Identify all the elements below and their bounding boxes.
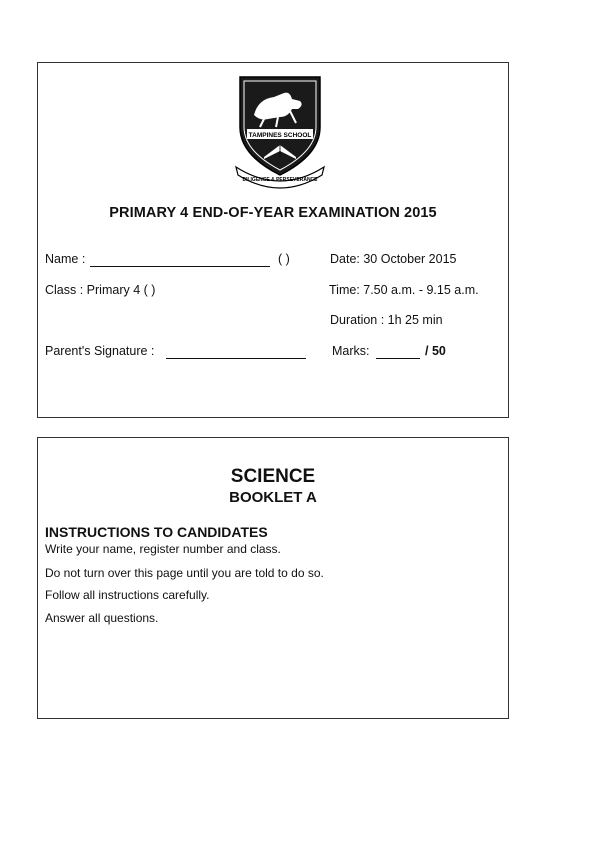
crest-banner-bottom: DILIGENCE & PERSEVERANCE: [242, 177, 318, 183]
marks-total: / 50: [425, 344, 446, 358]
exam-duration: Duration : 1h 25 min: [330, 313, 443, 327]
instruction-item: Do not turn over this page until you are told to do so.: [45, 566, 324, 580]
exam-title: PRIMARY 4 END-OF-YEAR EXAMINATION 2015: [109, 205, 437, 221]
instruction-item: Follow all instructions carefully.: [45, 588, 210, 602]
class-label: Class : Primary 4 ( ): [45, 283, 156, 297]
instructions-heading: INSTRUCTIONS TO CANDIDATES: [45, 524, 268, 540]
name-field[interactable]: [90, 266, 270, 267]
marks-field[interactable]: [376, 358, 420, 359]
school-crest-icon: [234, 71, 326, 189]
crest-banner-top: TAMPINES SCHOOL: [248, 132, 312, 139]
parent-signature-field[interactable]: [166, 358, 306, 359]
instruction-item: Write your name, register number and class.: [45, 542, 281, 556]
marks-label: Marks:: [332, 344, 370, 358]
instruction-item: Answer all questions.: [45, 611, 159, 625]
name-label: Name :: [45, 252, 86, 266]
booklet-name: BOOKLET A: [229, 489, 317, 506]
exam-date: Date: 30 October 2015: [330, 252, 457, 266]
parent-signature-label: Parent's Signature :: [45, 344, 155, 358]
subject-title: SCIENCE: [230, 466, 316, 487]
booklet-box: [37, 437, 509, 719]
exam-time: Time: 7.50 a.m. - 9.15 a.m.: [329, 283, 479, 297]
register-number-brackets: ( ): [278, 252, 290, 266]
cover-header-box: [37, 62, 509, 418]
